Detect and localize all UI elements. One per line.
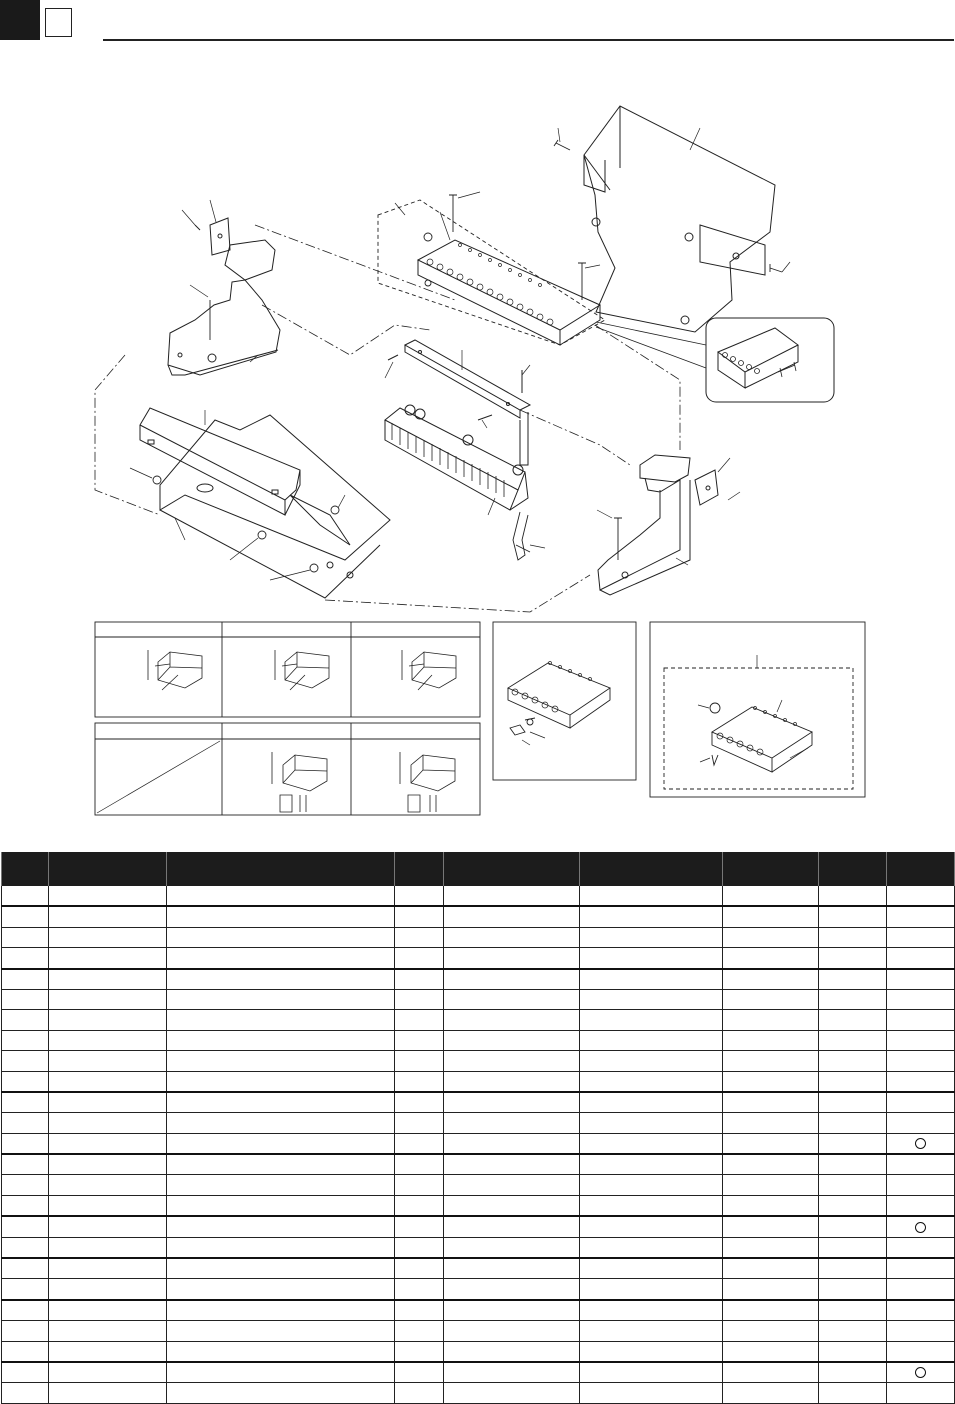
- table-row: [2, 1010, 955, 1030]
- table-cell: [395, 1175, 444, 1195]
- table-cell: [887, 1195, 955, 1216]
- table-cell: [580, 969, 723, 990]
- table-cell: [395, 886, 444, 906]
- table-cell: [723, 1279, 819, 1300]
- table-cell: [887, 1154, 955, 1175]
- table-cell: [819, 1133, 887, 1154]
- table-cell: [444, 1195, 580, 1216]
- table-cell: [723, 1113, 819, 1133]
- table-cell: [49, 1300, 167, 1321]
- table-cell: [580, 906, 723, 927]
- table-cell: [49, 1195, 167, 1216]
- table-cell: [723, 906, 819, 927]
- table-cell: [444, 1154, 580, 1175]
- detail-box-3: [650, 622, 865, 797]
- table-row: [2, 1175, 955, 1195]
- table-cell: [580, 1154, 723, 1175]
- table-cell: [819, 1279, 887, 1300]
- table-cell: [2, 1154, 49, 1175]
- table-cell: [887, 1175, 955, 1195]
- table-cell: [167, 1383, 395, 1403]
- table-cell: [395, 1216, 444, 1237]
- table-cell: [49, 1092, 167, 1113]
- table-cell: [887, 1300, 955, 1321]
- table-cell: [49, 906, 167, 927]
- table-cell: [49, 1216, 167, 1237]
- table-cell: [395, 1071, 444, 1092]
- table-cell: [167, 927, 395, 947]
- header-cell: [723, 852, 819, 886]
- table-cell: [723, 969, 819, 990]
- table-cell: [819, 989, 887, 1009]
- table-cell: [819, 1175, 887, 1195]
- table-cell: [444, 1341, 580, 1362]
- table-cell: [49, 989, 167, 1009]
- table-cell: [167, 1010, 395, 1030]
- table-cell: [444, 906, 580, 927]
- table-cell: [395, 1133, 444, 1154]
- table-cell: [819, 1258, 887, 1279]
- table-cell: [49, 1258, 167, 1279]
- table-cell: [819, 1154, 887, 1175]
- table-cell: [723, 1321, 819, 1341]
- table-cell: [2, 1362, 49, 1383]
- table-cell: [2, 1113, 49, 1133]
- table-cell: [580, 1341, 723, 1362]
- middle-rail: [388, 340, 530, 465]
- circle-mark-icon: [915, 1138, 926, 1149]
- detail-callout-1: [596, 318, 834, 402]
- table-cell: [167, 886, 395, 906]
- table-cell: [395, 1113, 444, 1133]
- table-cell: [580, 1071, 723, 1092]
- table-cell: [723, 927, 819, 947]
- table-cell: [580, 1362, 723, 1383]
- table-cell: [444, 1216, 580, 1237]
- variant-sketches: [148, 650, 456, 812]
- table-cell: [580, 1383, 723, 1403]
- table-cell: [580, 886, 723, 906]
- table-cell: [723, 1051, 819, 1071]
- table-cell: [2, 1341, 49, 1362]
- table-cell: [444, 1030, 580, 1050]
- table-cell: [49, 1113, 167, 1133]
- table-cell: [395, 1383, 444, 1403]
- table-cell: [49, 1341, 167, 1362]
- table-cell: [395, 969, 444, 990]
- table-cell: [444, 1071, 580, 1092]
- table-cell: [49, 1030, 167, 1050]
- table-row: [2, 1300, 955, 1321]
- table-cell: [723, 1341, 819, 1362]
- table-cell: [723, 989, 819, 1009]
- table-cell: [580, 1300, 723, 1321]
- table-cell: [49, 1383, 167, 1403]
- terminal-block: [418, 240, 600, 345]
- table-cell: [2, 1133, 49, 1154]
- table-cell: [580, 1237, 723, 1258]
- table-cell: [2, 1321, 49, 1341]
- table-cell: [887, 1237, 955, 1258]
- table-cell: [444, 1258, 580, 1279]
- table-cell: [819, 1300, 887, 1321]
- table-row: [2, 886, 955, 906]
- table-row: [2, 906, 955, 927]
- table-cell: [444, 989, 580, 1009]
- table-cell: [723, 1216, 819, 1237]
- table-cell: [167, 1258, 395, 1279]
- table-cell: [723, 1195, 819, 1216]
- cable-clamp: [513, 512, 530, 560]
- table-cell: [2, 906, 49, 927]
- header-cell: [167, 852, 395, 886]
- table-cell: [580, 927, 723, 947]
- table-cell: [819, 969, 887, 990]
- table-cell: [395, 927, 444, 947]
- header-cell: [580, 852, 723, 886]
- table-cell: [887, 969, 955, 990]
- table-cell: [723, 1010, 819, 1030]
- detail-box-2: [493, 622, 636, 780]
- table-cell: [580, 1010, 723, 1030]
- table-cell: [819, 1341, 887, 1362]
- table-cell: [49, 1279, 167, 1300]
- table-cell: [580, 1175, 723, 1195]
- table-cell: [819, 1195, 887, 1216]
- table-row: [2, 1051, 955, 1071]
- table-row: [2, 1279, 955, 1300]
- table-cell: [444, 1300, 580, 1321]
- table-cell: [167, 1341, 395, 1362]
- header-cell: [2, 852, 49, 886]
- table-cell: [580, 1279, 723, 1300]
- table-cell: [580, 1092, 723, 1113]
- table-cell: [819, 906, 887, 927]
- table-cell: [444, 969, 580, 990]
- table-cell: [580, 1321, 723, 1341]
- table-row: [2, 1341, 955, 1362]
- table-cell: [723, 1071, 819, 1092]
- table-cell: [395, 1279, 444, 1300]
- table-cell: [49, 1175, 167, 1195]
- table-cell: [444, 948, 580, 969]
- table-cell: [49, 948, 167, 969]
- table-cell: [444, 1010, 580, 1030]
- table-cell: [167, 1279, 395, 1300]
- table-row: [2, 1113, 955, 1133]
- table-cell: [395, 1341, 444, 1362]
- table-cell: [819, 1092, 887, 1113]
- table-cell: [887, 1030, 955, 1050]
- table-cell: [2, 1279, 49, 1300]
- table-cell: [887, 927, 955, 947]
- table-cell: [395, 1237, 444, 1258]
- table-cell: [49, 886, 167, 906]
- table-cell: [723, 886, 819, 906]
- table-cell: [444, 1279, 580, 1300]
- table-row: [2, 1092, 955, 1113]
- table-cell: [580, 1258, 723, 1279]
- table-cell: [167, 1321, 395, 1341]
- table-cell: [887, 1279, 955, 1300]
- table-cell: [887, 1383, 955, 1403]
- header-cell: [444, 852, 580, 886]
- table-cell: [444, 1237, 580, 1258]
- table-cell: [49, 1321, 167, 1341]
- table-cell: [167, 1362, 395, 1383]
- table-row: [2, 1362, 955, 1383]
- table-cell: [723, 1133, 819, 1154]
- table-cell: [395, 1154, 444, 1175]
- table-cell: [887, 1258, 955, 1279]
- table-cell: [887, 1071, 955, 1092]
- table-cell: [887, 1133, 955, 1154]
- table-cell: [49, 1133, 167, 1154]
- left-bracket: [168, 218, 280, 375]
- table-cell: [580, 1051, 723, 1071]
- table-cell: [819, 1071, 887, 1092]
- table-cell: [167, 1237, 395, 1258]
- table-row: [2, 927, 955, 947]
- table-cell: [2, 969, 49, 990]
- table-cell: [580, 948, 723, 969]
- table-cell: [49, 1010, 167, 1030]
- table-cell: [167, 948, 395, 969]
- table-row: [2, 1216, 955, 1237]
- table-cell: [2, 1216, 49, 1237]
- table-cell: [887, 1113, 955, 1133]
- table-cell: [2, 1010, 49, 1030]
- table-cell: [395, 989, 444, 1009]
- table-cell: [395, 1051, 444, 1071]
- table-cell: [167, 1216, 395, 1237]
- table-cell: [49, 969, 167, 990]
- table-cell: [580, 1113, 723, 1133]
- table-cell: [444, 1113, 580, 1133]
- table-cell: [887, 1051, 955, 1071]
- table-cell: [580, 1195, 723, 1216]
- table-cell: [819, 948, 887, 969]
- table-cell: [444, 927, 580, 947]
- table-cell: [444, 1051, 580, 1071]
- table-cell: [723, 948, 819, 969]
- table-cell: [887, 1362, 955, 1383]
- table-cell: [395, 1030, 444, 1050]
- table-cell: [395, 1321, 444, 1341]
- table-header-row: [2, 852, 955, 886]
- table-cell: [167, 1051, 395, 1071]
- table-cell: [723, 1300, 819, 1321]
- table-cell: [723, 1175, 819, 1195]
- table-cell: [887, 906, 955, 927]
- table-cell: [2, 1175, 49, 1195]
- table-cell: [167, 1092, 395, 1113]
- table-cell: [723, 1383, 819, 1403]
- table-cell: [49, 1051, 167, 1071]
- table-cell: [395, 948, 444, 969]
- table-cell: [2, 1237, 49, 1258]
- table-cell: [395, 1010, 444, 1030]
- table-cell: [2, 1092, 49, 1113]
- table-row: [2, 1133, 955, 1154]
- table-cell: [887, 948, 955, 969]
- table-cell: [887, 1216, 955, 1237]
- header-cell: [395, 852, 444, 886]
- table-cell: [2, 1383, 49, 1403]
- table-cell: [167, 969, 395, 990]
- header-cell: [819, 852, 887, 886]
- table-cell: [167, 1300, 395, 1321]
- table-cell: [444, 1321, 580, 1341]
- table-cell: [819, 1113, 887, 1133]
- table-cell: [395, 1258, 444, 1279]
- relay-block: [385, 405, 528, 510]
- table-cell: [887, 1092, 955, 1113]
- table-cell: [2, 989, 49, 1009]
- table-row: [2, 1258, 955, 1279]
- table-cell: [819, 1051, 887, 1071]
- table-cell: [887, 886, 955, 906]
- table-cell: [444, 1175, 580, 1195]
- table-cell: [580, 1133, 723, 1154]
- table-cell: [2, 886, 49, 906]
- table-cell: [167, 989, 395, 1009]
- header-cell: [49, 852, 167, 886]
- table-cell: [2, 927, 49, 947]
- table-cell: [444, 1383, 580, 1403]
- table-cell: [887, 1010, 955, 1030]
- table-cell: [167, 1175, 395, 1195]
- parts-table-body: [2, 886, 955, 1403]
- table-cell: [2, 1258, 49, 1279]
- table-cell: [723, 1362, 819, 1383]
- table-cell: [723, 1092, 819, 1113]
- table-row: [2, 1195, 955, 1216]
- table-cell: [444, 1133, 580, 1154]
- table-cell: [819, 1216, 887, 1237]
- table-cell: [395, 1195, 444, 1216]
- table-cell: [819, 1030, 887, 1050]
- lower-housing: [140, 408, 390, 598]
- table-cell: [49, 1362, 167, 1383]
- table-cell: [395, 906, 444, 927]
- table-cell: [723, 1237, 819, 1258]
- table-cell: [167, 1030, 395, 1050]
- table-cell: [49, 1071, 167, 1092]
- upper-bracket: [584, 106, 775, 332]
- table-cell: [444, 886, 580, 906]
- table-row: [2, 1383, 955, 1403]
- table-cell: [167, 1154, 395, 1175]
- table-cell: [723, 1154, 819, 1175]
- table-cell: [819, 1010, 887, 1030]
- table-cell: [167, 906, 395, 927]
- table-cell: [887, 989, 955, 1009]
- table-row: [2, 1321, 955, 1341]
- table-cell: [887, 1321, 955, 1341]
- table-row: [2, 989, 955, 1009]
- table-cell: [580, 989, 723, 1009]
- table-cell: [49, 1237, 167, 1258]
- table-cell: [49, 1154, 167, 1175]
- table-cell: [167, 1133, 395, 1154]
- screws-top: [424, 140, 782, 300]
- table-cell: [444, 1362, 580, 1383]
- table-cell: [580, 1030, 723, 1050]
- parts-list-table: [1, 852, 955, 1404]
- table-cell: [819, 927, 887, 947]
- table-cell: [167, 1195, 395, 1216]
- table-row: [2, 1154, 955, 1175]
- table-row: [2, 1030, 955, 1050]
- table-cell: [580, 1216, 723, 1237]
- header-cell: [887, 852, 955, 886]
- table-cell: [2, 1195, 49, 1216]
- table-cell: [819, 1321, 887, 1341]
- table-cell: [2, 1030, 49, 1050]
- table-cell: [49, 927, 167, 947]
- right-bracket: [598, 455, 718, 595]
- table-cell: [395, 1092, 444, 1113]
- table-cell: [2, 948, 49, 969]
- table-cell: [723, 1030, 819, 1050]
- table-cell: [819, 1362, 887, 1383]
- table-cell: [887, 1341, 955, 1362]
- table-cell: [819, 1237, 887, 1258]
- circle-mark-icon: [915, 1367, 926, 1378]
- table-cell: [2, 1071, 49, 1092]
- table-cell: [444, 1092, 580, 1113]
- circle-mark-icon: [915, 1222, 926, 1233]
- table-row: [2, 1071, 955, 1092]
- table-cell: [395, 1362, 444, 1383]
- table-cell: [167, 1071, 395, 1092]
- table-cell: [167, 1113, 395, 1133]
- table-cell: [723, 1258, 819, 1279]
- table-cell: [2, 1300, 49, 1321]
- table-row: [2, 948, 955, 969]
- table-row: [2, 1237, 955, 1258]
- table-cell: [395, 1300, 444, 1321]
- table-cell: [819, 886, 887, 906]
- table-row: [2, 969, 955, 990]
- table-cell: [2, 1051, 49, 1071]
- table-cell: [819, 1383, 887, 1403]
